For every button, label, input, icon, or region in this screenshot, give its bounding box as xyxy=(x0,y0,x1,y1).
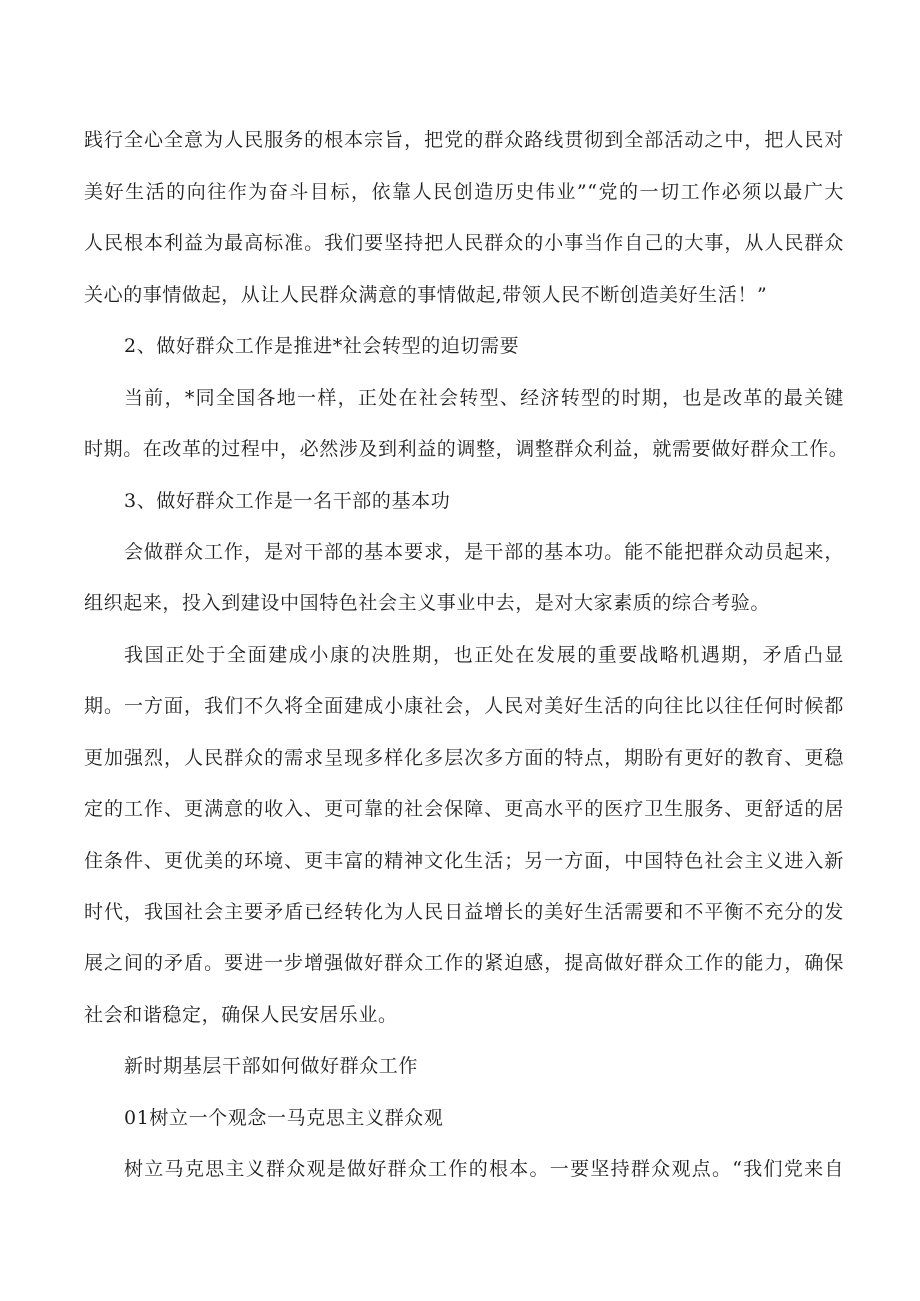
section-heading: 3、做好群众工作是一名干部的基本功 xyxy=(124,490,451,512)
paragraph-line: 定的工作、更满意的收入、更可靠的社会保障、更高水平的医疗卫生服务、更舒适的居 xyxy=(84,798,844,820)
paragraph-line: 树立马克思主义群众观是做好群众工作的根本。一要坚持群众观点。“我们党来自 xyxy=(124,1158,844,1180)
paragraph-line: 社会和谐稳定，确保人民安居乐业。 xyxy=(84,1004,398,1026)
subsection-heading: 01树立一个观念一马克思主义群众观 xyxy=(124,1107,444,1129)
paragraph-line: 展之间的矛盾。要进一步增强做好群众工作的紧迫感，提高做好群众工作的能力，确保 xyxy=(84,952,844,974)
paragraph-line: 当前，*同全国各地一样，正处在社会转型、经济转型的时期，也是改革的最关键 xyxy=(124,387,844,409)
paragraph-line: 期。一方面，我们不久将全面建成小康社会，人民对美好生活的向往比以往任何时候都 xyxy=(84,695,844,717)
paragraph-line: 更加强烈，人民群众的需求呈现多样化多层次多方面的特点，期盼有更好的教育、更稳 xyxy=(84,747,844,769)
paragraph-line: 住条件、更优美的环境、更丰富的精神文化生活；另一方面，中国特色社会主义进入新 xyxy=(84,850,844,872)
section-heading: 新时期基层干部如何做好群众工作 xyxy=(124,1055,419,1077)
paragraph-line: 会做群众工作，是对干部的基本要求，是干部的基本功。能不能把群众动员起来， xyxy=(124,541,844,563)
paragraph-line: 组织起来，投入到建设中国特色社会主义事业中去，是对大家素质的综合考验。 xyxy=(84,592,771,614)
paragraph-line: 人民根本利益为最高标准。我们要坚持把人民群众的小事当作自己的大事，从人民群众 xyxy=(84,232,844,254)
paragraph-line: 时代，我国社会主要矛盾已经转化为人民日益增长的美好生活需要和不平衡不充分的发 xyxy=(84,901,844,923)
paragraph-line: 关心的事情做起，从让人民群众满意的事情做起,带领人民不断创造美好生活！” xyxy=(84,284,768,306)
section-heading: 2、做好群众工作是推进*社会转型的迫切需要 xyxy=(124,335,520,357)
paragraph-line: 美好生活的向往作为奋斗目标，依靠人民创造历史伟业”“党的一切工作必须以最广大 xyxy=(84,181,844,203)
paragraph-line: 时期。在改革的过程中，必然涉及到利益的调整，调整群众利益，就需要做好群众工作。 xyxy=(84,438,849,460)
paragraph-line: 践行全心全意为人民服务的根本宗旨，把党的群众路线贯彻到全部活动之中，把人民对 xyxy=(84,129,844,151)
paragraph-line: 我国正处于全面建成小康的决胜期，也正处在发展的重要战略机遇期，矛盾凸显 xyxy=(124,644,844,666)
